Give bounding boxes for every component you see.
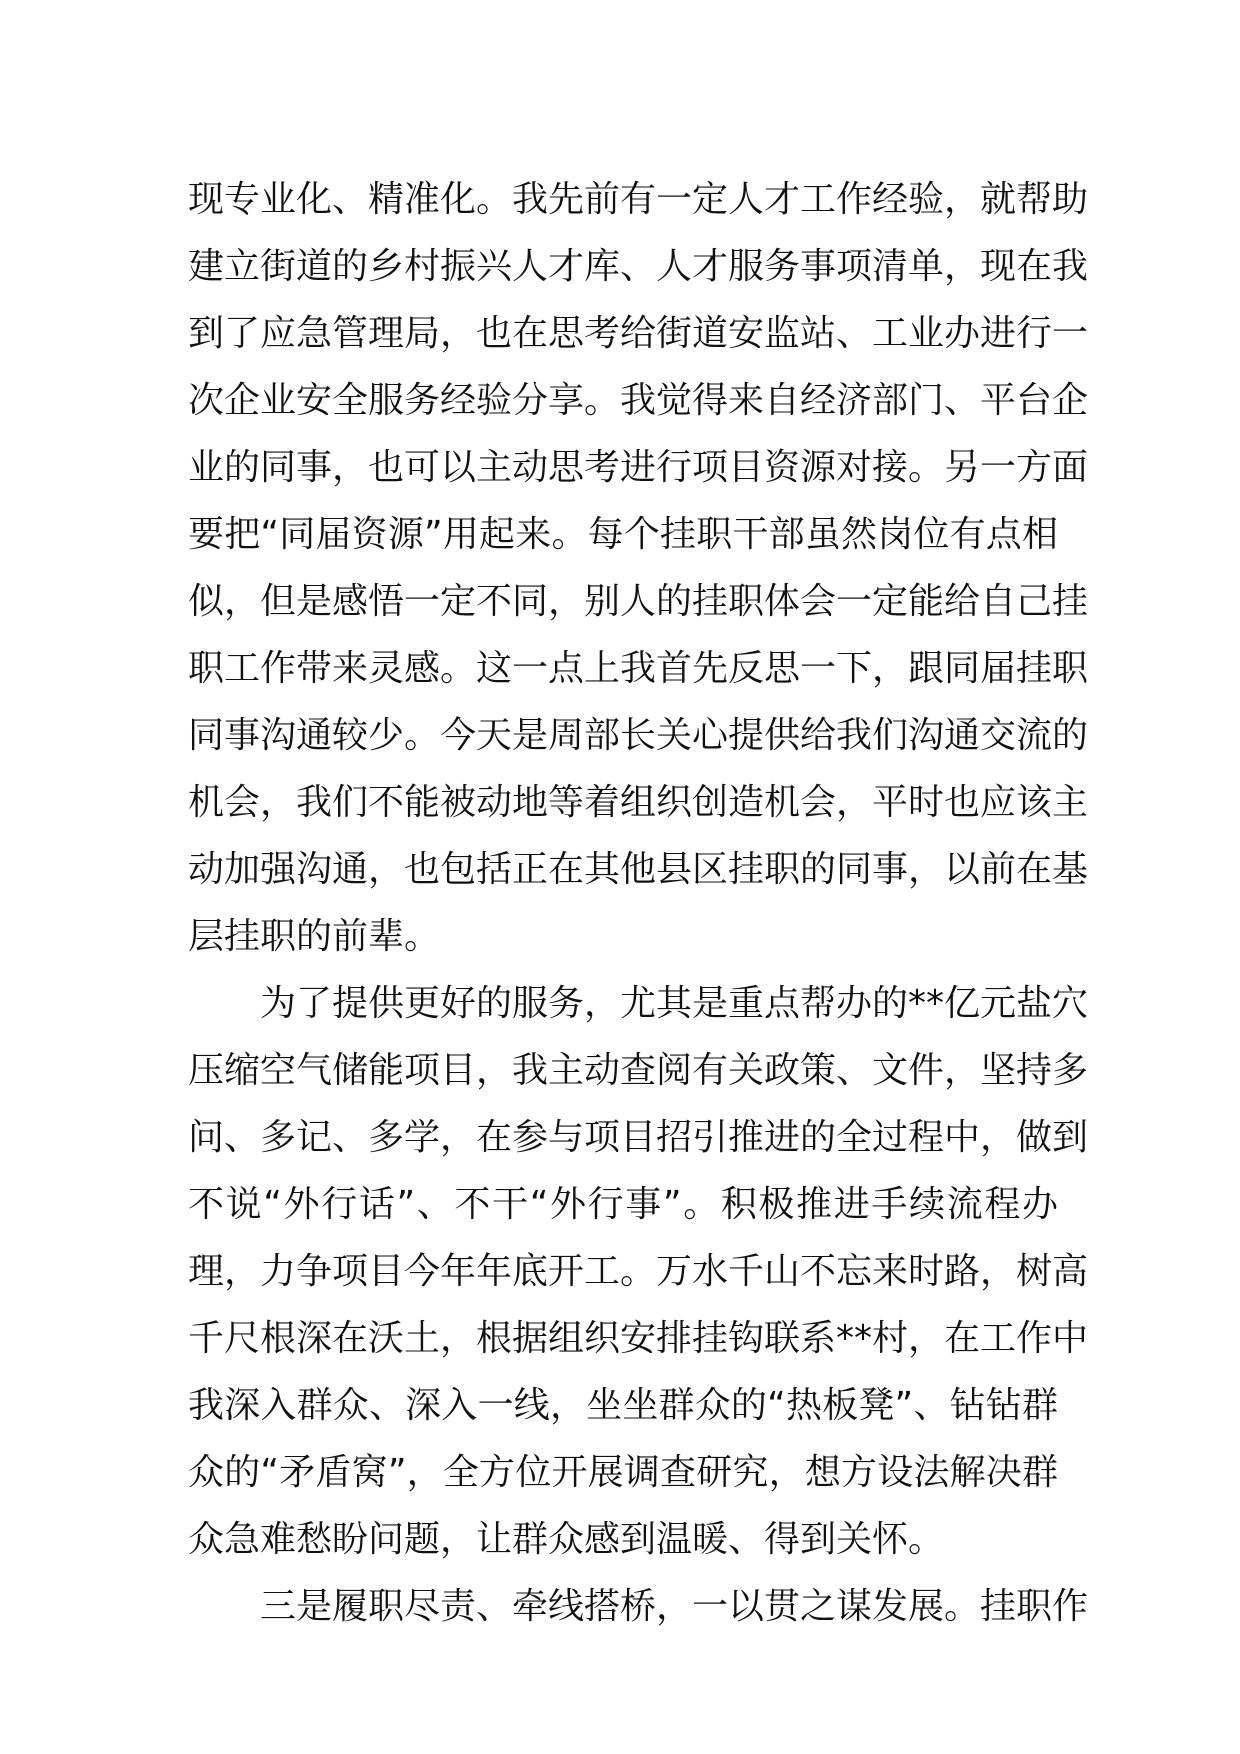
text-line: 压缩空气储能项目，我主动查阅有关政策、文件，坚持多 [188, 1050, 1089, 1091]
text-line: 要把“同届资源”用起来。每个挂职干部虽然岗位有点相 [188, 514, 1058, 555]
document-body [188, 166, 1089, 1640]
text-line: 问、多记、多学，在参与项目招引推进的全过程中，做到 [188, 1117, 1089, 1158]
text-line: 次企业安全服务经验分享。我觉得来自经济部门、平台企 [188, 380, 1089, 421]
paragraph [188, 166, 1089, 970]
text-line: 机会，我们不能被动地等着组织创造机会，平时也应该主 [188, 782, 1089, 823]
text-line: 众急难愁盼问题，让群众感到温暖、得到关怀。 [188, 1519, 945, 1560]
text-line: 职工作带来灵感。这一点上我首先反思一下，跟同届挂职 [188, 648, 1089, 689]
text-line: 业的同事，也可以主动思考进行项目资源对接。另一方面 [188, 447, 1089, 488]
text-line: 为了提供更好的服务，尤其是重点帮办的**亿元盐穴 [260, 983, 1089, 1024]
text-line: 同事沟通较少。今天是周部长关心提供给我们沟通交流的 [188, 715, 1089, 756]
text-line: 我深入群众、深入一线，坐坐群众的“热板凳”、钻钻群 [188, 1385, 1058, 1426]
paragraph [188, 1573, 1089, 1640]
text-line: 到了应急管理局，也在思考给街道安监站、工业办进行一 [188, 313, 1089, 354]
text-line: 现专业化、精准化。我先前有一定人才工作经验，就帮助 [188, 179, 1089, 220]
text-line: 不说“外行话”、不干“外行事”。积极推进手续流程办 [188, 1184, 1058, 1225]
text-line: 理，力争项目今年年底开工。万水千山不忘来时路，树高 [188, 1251, 1089, 1292]
text-line: 众的“矛盾窝”，全方位开展调查研究，想方设法解决群 [188, 1452, 1058, 1493]
text-line: 动加强沟通，也包括正在其他县区挂职的同事，以前在基 [188, 849, 1089, 890]
paragraph [188, 970, 1089, 1573]
text-line: 千尺根深在沃土，根据组织安排挂钩联系**村，在工作中 [188, 1318, 1089, 1359]
text-line: 似，但是感悟一定不同，别人的挂职体会一定能给自己挂 [188, 581, 1089, 622]
text-line: 层挂职的前辈。 [188, 916, 441, 957]
text-line: 建立街道的乡村振兴人才库、人才服务事项清单，现在我 [188, 246, 1089, 287]
text-line: 三是履职尽责、牵线搭桥，一以贯之谋发展。挂职作 [260, 1586, 1089, 1627]
